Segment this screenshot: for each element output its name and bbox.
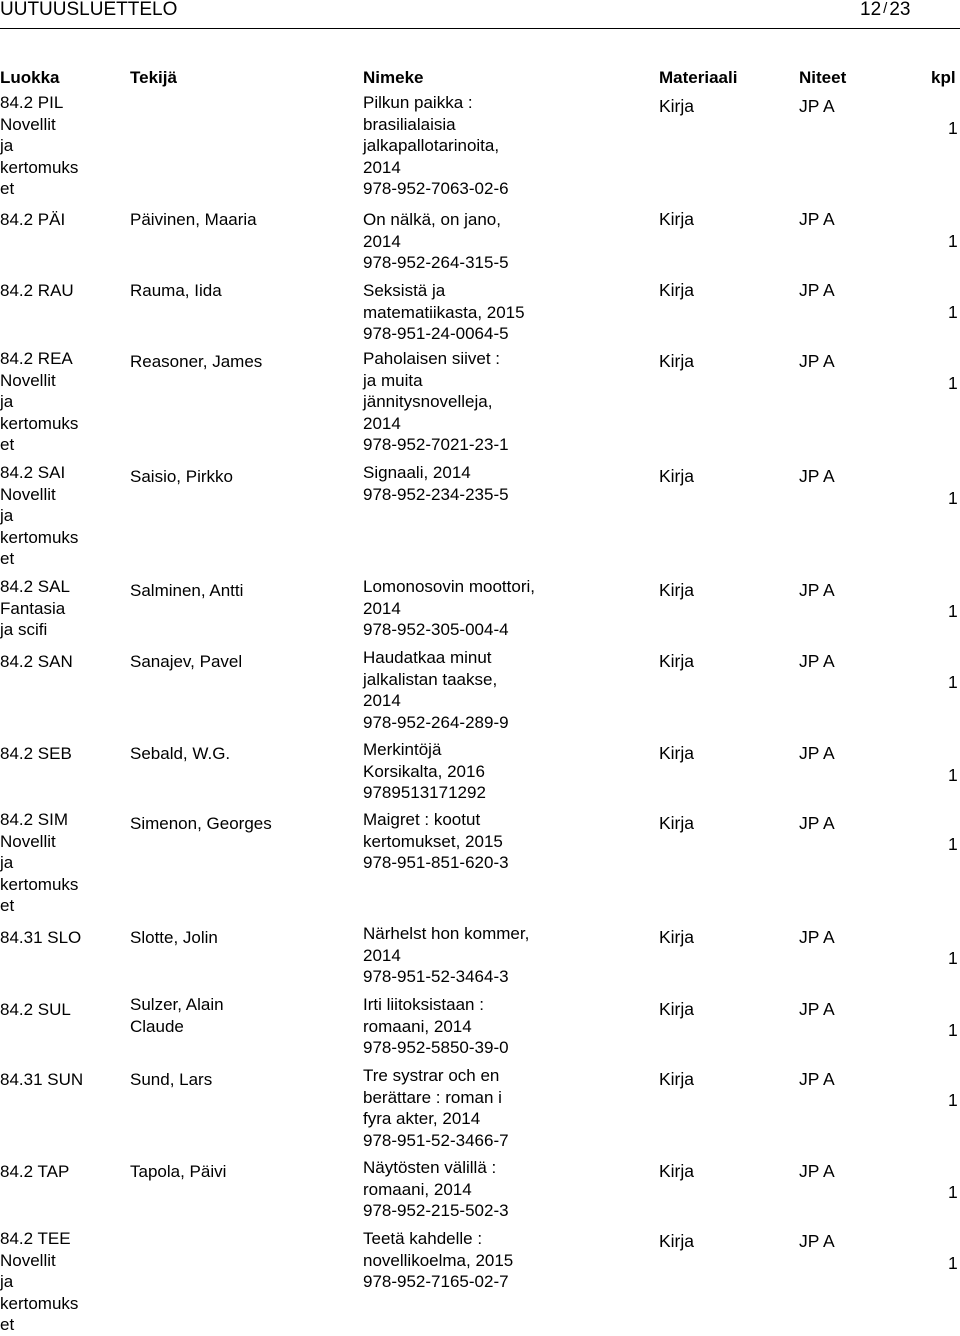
cell-author: Rauma, Iida xyxy=(130,281,222,300)
cell-material: Kirja xyxy=(659,1069,695,1089)
page-current: 12 xyxy=(860,0,882,20)
cell-class: 84.2 RAU xyxy=(0,281,74,300)
cell-author: Slotte, Jolin xyxy=(130,928,218,947)
cell-material: Kirja xyxy=(659,351,695,371)
cell-title: Seksistä ja matematiikasta, 2015 978-951-24-0064-5 xyxy=(363,281,525,343)
header-rule xyxy=(0,28,960,29)
cell-title: On nälkä, on jano, 2014 978-952-264-315-5 xyxy=(363,210,509,272)
cell-material: Kirja xyxy=(659,96,695,116)
cell-quantity: 1 xyxy=(948,1090,958,1110)
cell-copies-location: JP A xyxy=(799,466,835,486)
cell-class: 84.2 PIL Novellit ja kertomuks et xyxy=(0,93,79,198)
cell-author: Reasoner, James xyxy=(130,352,263,371)
cell-class: 84.2 SAN xyxy=(0,652,73,671)
column-header-tekija: Tekijä xyxy=(130,68,177,87)
cell-class: 84.2 SAL Fantasia ja scifi xyxy=(0,577,70,639)
cell-material: Kirja xyxy=(659,743,695,763)
cell-copies-location: JP A xyxy=(799,580,835,600)
cell-class: 84.2 SAI Novellit ja kertomuks et xyxy=(0,463,79,568)
cell-class: 84.2 SIM Novellit ja kertomuks et xyxy=(0,810,79,915)
cell-material: Kirja xyxy=(659,280,695,300)
cell-class: 84.2 SEB xyxy=(0,744,72,763)
column-header-kpl: kpl xyxy=(931,68,956,87)
cell-author: Sulzer, Alain Claude xyxy=(130,995,224,1036)
cell-quantity: 1 xyxy=(948,948,958,968)
cell-title: Närhelst hon kommer, 2014 978-951-52-3464-3 xyxy=(363,924,530,986)
cell-copies-location: JP A xyxy=(799,351,835,371)
page-title: UUTUUSLUETTELO xyxy=(0,0,178,20)
cell-author: Simenon, Georges xyxy=(130,814,272,833)
cell-copies-location: JP A xyxy=(799,280,835,300)
cell-title: Lomonosovin moottori, 2014 978-952-305-004-4 xyxy=(363,577,535,639)
cell-class: 84.2 TEE Novellit ja kertomuks et xyxy=(0,1229,79,1334)
cell-class: 84.2 TAP xyxy=(0,1162,70,1181)
cell-quantity: 1 xyxy=(948,672,958,692)
cell-quantity: 1 xyxy=(948,1020,958,1040)
cell-quantity: 1 xyxy=(948,601,958,621)
cell-material: Kirja xyxy=(659,813,695,833)
cell-title: Maigret : kootut kertomukset, 2015 978-951-851-620-3 xyxy=(363,810,509,872)
cell-copies-location: JP A xyxy=(799,999,835,1019)
cell-quantity: 1 xyxy=(948,373,958,393)
cell-material: Kirja xyxy=(659,651,695,671)
cell-quantity: 1 xyxy=(948,231,958,251)
cell-author: Salminen, Antti xyxy=(130,581,244,600)
cell-title: Signaali, 2014 978-952-234-235-5 xyxy=(363,463,509,504)
cell-title: Paholaisen siivet : ja muita jännitysnovelleja, 2014 978-952-7021-23-1 xyxy=(363,349,509,454)
cell-copies-location: JP A xyxy=(799,1069,835,1089)
cell-author: Sebald, W.G. xyxy=(130,744,231,763)
cell-title: Teetä kahdelle : novellikoelma, 2015 978-952-7165-02-7 xyxy=(363,1229,514,1291)
cell-class: 84.2 SUL xyxy=(0,1000,71,1019)
cell-title: Haudatkaa minut jalkalistan taakse, 2014 978-952-264-289-9 xyxy=(363,648,509,732)
page-total: 23 xyxy=(889,0,911,20)
cell-quantity: 1 xyxy=(948,302,958,322)
cell-class: 84.31 SLO xyxy=(0,928,82,947)
cell-copies-location: JP A xyxy=(799,209,835,229)
cell-material: Kirja xyxy=(659,1161,695,1181)
cell-author: Päivinen, Maaria xyxy=(130,210,257,229)
cell-material: Kirja xyxy=(659,209,695,229)
cell-material: Kirja xyxy=(659,466,695,486)
cell-material: Kirja xyxy=(659,580,695,600)
cell-quantity: 1 xyxy=(948,118,958,138)
cell-title: Pilkun paikka : brasilialaisia jalkapallotarinoita, 2014 978-952-7063-02-6 xyxy=(363,93,509,198)
cell-author: Sund, Lars xyxy=(130,1070,213,1089)
cell-author: Sanajev, Pavel xyxy=(130,652,243,671)
cell-title: Tre systrar och en berättare : roman i fyra akter, 2014 978-951-52-3466-7 xyxy=(363,1066,509,1150)
cell-title: Merkintöjä Korsikalta, 2016 9789513171292 xyxy=(363,740,486,802)
cell-class: 84.31 SUN xyxy=(0,1070,84,1089)
cell-quantity: 1 xyxy=(948,1253,958,1273)
cell-class: 84.2 REA Novellit ja kertomuks et xyxy=(0,349,79,454)
column-header-luokka: Luokka xyxy=(0,68,60,87)
cell-quantity: 1 xyxy=(948,488,958,508)
cell-author: Saisio, Pirkko xyxy=(130,467,233,486)
cell-copies-location: JP A xyxy=(799,1161,835,1181)
cell-copies-location: JP A xyxy=(799,651,835,671)
cell-title: Irti liitoksistaan : romaani, 2014 978-952-5850-39-0 xyxy=(363,995,509,1057)
cell-copies-location: JP A xyxy=(799,96,835,116)
column-header-nimeke: Nimeke xyxy=(363,68,424,87)
cell-title: Näytösten välillä : romaani, 2014 978-952-215-502-3 xyxy=(363,1158,509,1220)
cell-material: Kirja xyxy=(659,1231,695,1251)
page-separator: / xyxy=(883,0,888,17)
cell-copies-location: JP A xyxy=(799,813,835,833)
cell-quantity: 1 xyxy=(948,834,958,854)
page-number xyxy=(860,0,910,21)
cell-copies-location: JP A xyxy=(799,1231,835,1251)
cell-copies-location: JP A xyxy=(799,743,835,763)
cell-material: Kirja xyxy=(659,999,695,1019)
cell-material: Kirja xyxy=(659,927,695,947)
cell-copies-location: JP A xyxy=(799,927,835,947)
cell-author: Tapola, Päivi xyxy=(130,1162,227,1181)
column-header-materiaali: Materiaali xyxy=(659,68,738,87)
cell-quantity: 1 xyxy=(948,765,958,785)
cell-class: 84.2 PÄI xyxy=(0,210,66,229)
column-header-niteet: Niteet xyxy=(799,68,847,87)
cell-quantity: 1 xyxy=(948,1182,958,1202)
